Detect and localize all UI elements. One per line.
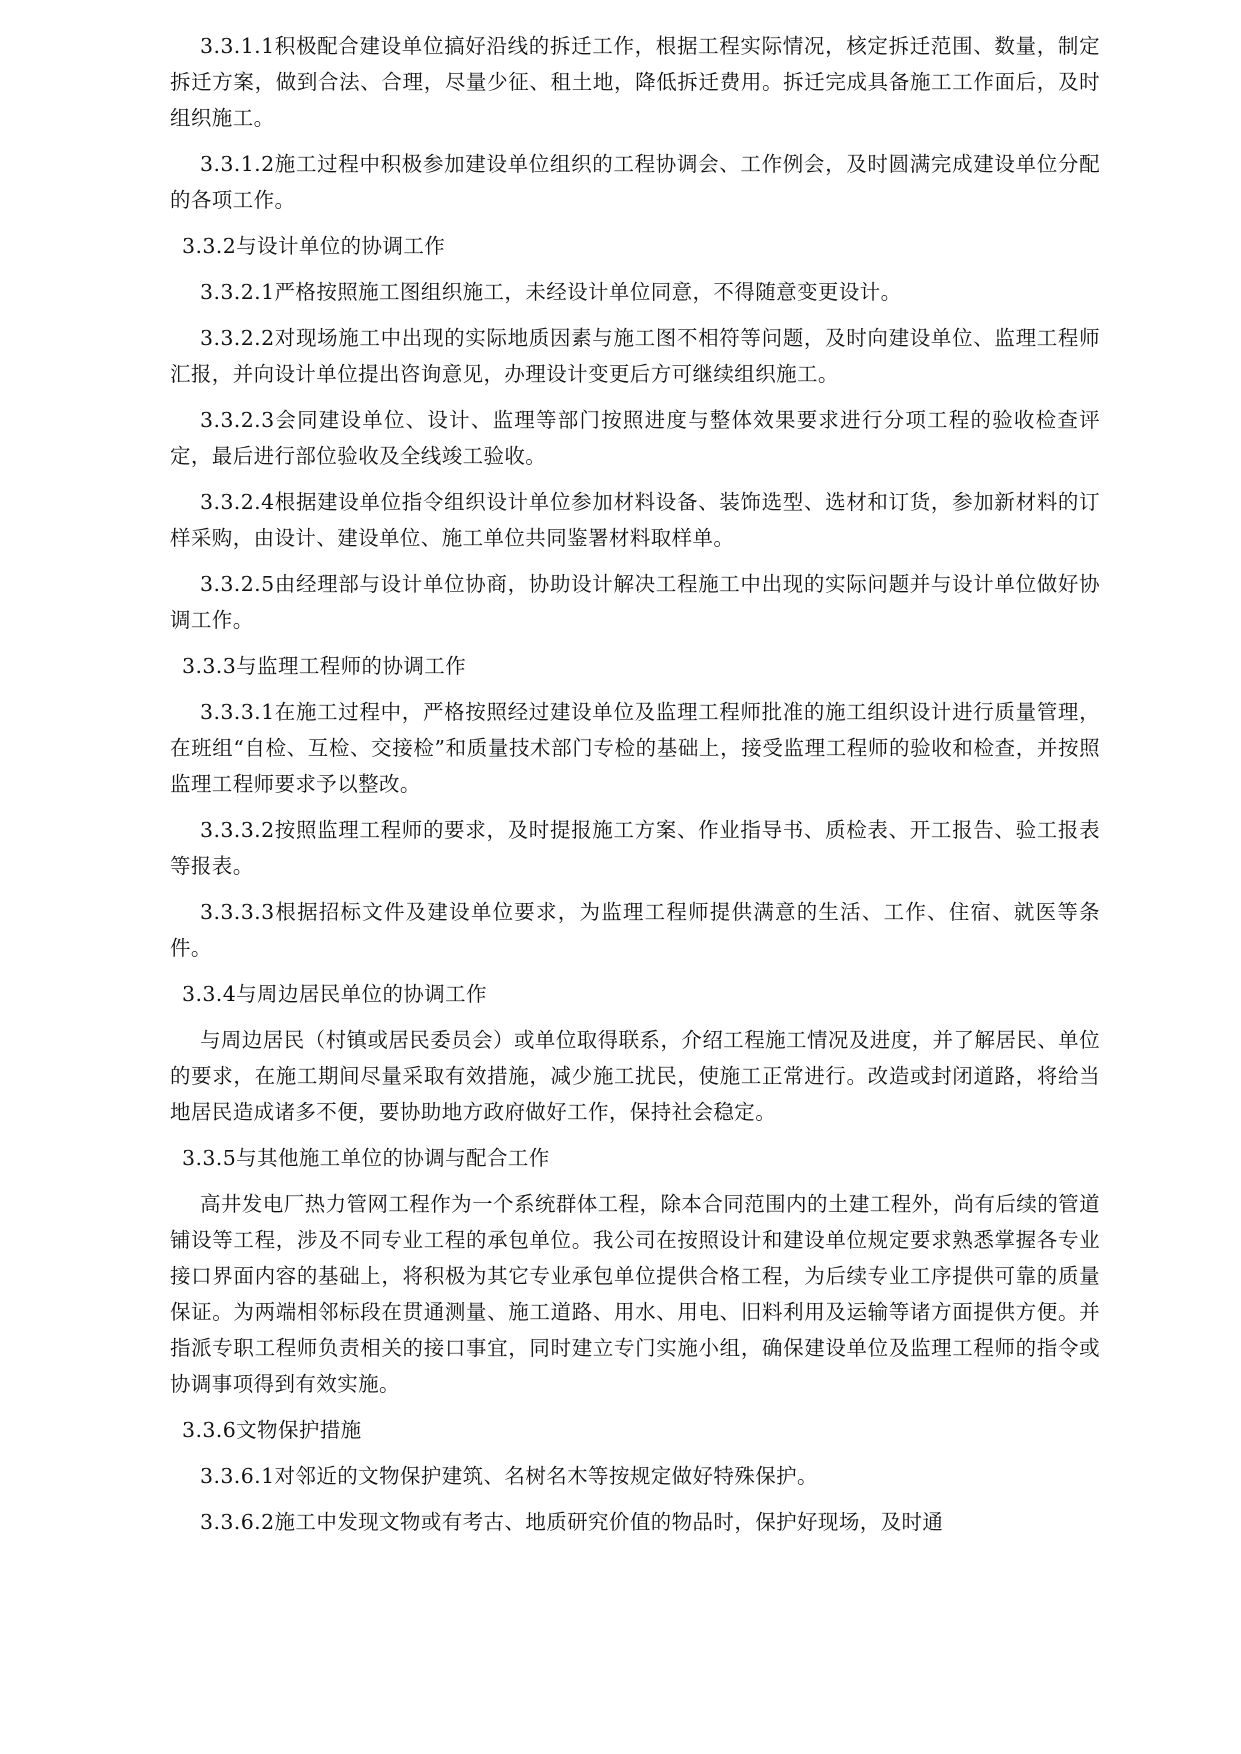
heading-3-3-4: 3.3.4与周边居民单位的协调工作 — [182, 982, 487, 1006]
paragraph-residents: 与周边居民（村镇或居民委员会）或单位取得联系，介绍工程施工情况及进度，并了解居民、单位的要求，在施工期间尽量采取有效措施，减少施工扰民，使施工正常进行。改造或封闭道路，将给当地居民造成诸多不便，要协助地方政府做好工作，保持社会稳定。 — [170, 1028, 1100, 1124]
paragraph-other-units: 高井发电厂热力管网工程作为一个系统群体工程，除本合同范围内的土建工程外，尚有后续的管道铺设等工程，涉及不同专业工程的承包单位。我公司在按照设计和建设单位规定要求熟悉掌握各专业接口界面内容的基础上，将积极为其它专业承包单位提供合格工程，为后续专业工序提供可靠的质量保证。为两端相邻标段在贯通测量、施工道路、用水、用电、旧料利用及运输等诸方面提供方便。并指派专职工程师负责相关的接口事宜，同时建立专门实施小组，确保建设单位及监理工程师的指令或协调事项得到有效实施。 — [170, 1192, 1100, 1396]
heading-3-3-6: 3.3.6文物保护措施 — [182, 1418, 362, 1442]
heading-3-3-3: 3.3.3与监理工程师的协调工作 — [182, 654, 467, 678]
paragraph-3-3-6-1: 3.3.6.1对邻近的文物保护建筑、名树名木等按规定做好特殊保护。 — [200, 1464, 818, 1488]
paragraph-3-3-3-1: 3.3.3.1在施工过程中，严格按照经过建设单位及监理工程师批准的施工组织设计进行质量管理，在班组“自检、互检、交接检”和质量技术部门专检的基础上，接受监理工程师的验收和检查，并按照监理工程师要求予以整改。 — [170, 700, 1100, 796]
paragraph-3-3-2-1: 3.3.2.1严格按照施工图组织施工，未经设计单位同意，不得随意变更设计。 — [200, 280, 902, 304]
document-body — [170, 28, 1100, 1550]
paragraph-3-3-6-2: 3.3.6.2施工中发现文物或有考古、地质研究价值的物品时，保护好现场，及时通 — [200, 1510, 944, 1534]
heading-3-3-2: 3.3.2与设计单位的协调工作 — [182, 234, 446, 258]
paragraph-3-3-2-5: 3.3.2.5由经理部与设计单位协商，协助设计解决工程施工中出现的实际问题并与设计单位做好协调工作。 — [170, 572, 1100, 632]
paragraph-3-3-3-2: 3.3.3.2按照监理工程师的要求，及时提报施工方案、作业指导书、质检表、开工报告、验工报表等报表。 — [170, 818, 1100, 878]
paragraph-3-3-1-1: 3.3.1.1积极配合建设单位搞好沿线的拆迁工作，根据工程实际情况，核定拆迁范围、数量，制定拆迁方案，做到合法、合理，尽量少征、租土地，降低拆迁费用。拆迁完成具备施工工作面后，及时组织施工。 — [170, 34, 1100, 130]
paragraph-3-3-3-3: 3.3.3.3根据招标文件及建设单位要求，为监理工程师提供满意的生活、工作、住宿、就医等条件。 — [170, 900, 1100, 960]
paragraph-3-3-1-2: 3.3.1.2施工过程中积极参加建设单位组织的工程协调会、工作例会，及时圆满完成建设单位分配的各项工作。 — [170, 152, 1100, 212]
heading-3-3-5: 3.3.5与其他施工单位的协调与配合工作 — [182, 1146, 550, 1170]
paragraph-3-3-2-2: 3.3.2.2对现场施工中出现的实际地质因素与施工图不相符等问题，及时向建设单位、监理工程师汇报，并向设计单位提出咨询意见，办理设计变更后方可继续组织施工。 — [170, 326, 1100, 386]
paragraph-3-3-2-4: 3.3.2.4根据建设单位指令组织设计单位参加材料设备、装饰选型、选材和订货，参加新材料的订样采购，由设计、建设单位、施工单位共同鉴署材料取样单。 — [170, 490, 1100, 550]
paragraph-3-3-2-3: 3.3.2.3会同建设单位、设计、监理等部门按照进度与整体效果要求进行分项工程的验收检查评定，最后进行部位验收及全线竣工验收。 — [170, 408, 1100, 468]
